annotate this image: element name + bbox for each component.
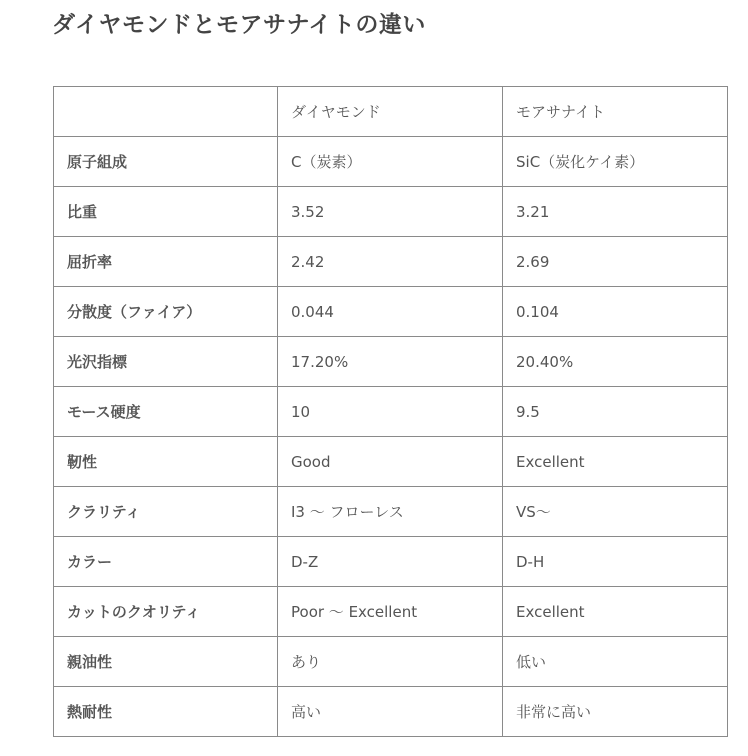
diamond-value: D-Z xyxy=(278,537,503,587)
table-row xyxy=(54,687,728,737)
table-row xyxy=(54,237,728,287)
diamond-value: C（炭素） xyxy=(278,137,503,187)
moissanite-value: 2.69 xyxy=(503,237,728,287)
moissanite-value: D-H xyxy=(503,537,728,587)
row-label: 屈折率 xyxy=(54,237,278,287)
diamond-value: 0.044 xyxy=(278,287,503,337)
diamond-value: Poor ～ Excellent xyxy=(278,587,503,637)
table-row xyxy=(54,637,728,687)
row-label: 靭性 xyxy=(54,437,278,487)
table-row xyxy=(54,137,728,187)
moissanite-value: 9.5 xyxy=(503,387,728,437)
moissanite-value: Excellent xyxy=(503,437,728,487)
diamond-value: I3 ～ フローレス xyxy=(278,487,503,537)
header-diamond: ダイヤモンド xyxy=(278,87,503,137)
row-label: カットのクオリティ xyxy=(54,587,278,637)
table-row xyxy=(54,337,728,387)
row-label: 光沢指標 xyxy=(54,337,278,387)
diamond-value: 10 xyxy=(278,387,503,437)
row-label: クラリティ xyxy=(54,487,278,537)
diamond-value: 2.42 xyxy=(278,237,503,287)
row-label: 比重 xyxy=(54,187,278,237)
row-label: 分散度（ファイア） xyxy=(54,287,278,337)
table-row xyxy=(54,587,728,637)
row-label: 親油性 xyxy=(54,637,278,687)
table-row xyxy=(54,387,728,437)
comparison-table xyxy=(53,86,728,737)
table-row xyxy=(54,437,728,487)
table-row xyxy=(54,537,728,587)
header-empty-cell xyxy=(54,87,278,137)
moissanite-value: VS～ xyxy=(503,487,728,537)
row-label: 原子組成 xyxy=(54,137,278,187)
diamond-value: あり xyxy=(278,637,503,687)
row-label: モース硬度 xyxy=(54,387,278,437)
diamond-value: 17.20% xyxy=(278,337,503,387)
diamond-value: 高い xyxy=(278,687,503,737)
moissanite-value: 非常に高い xyxy=(503,687,728,737)
moissanite-value: 20.40% xyxy=(503,337,728,387)
moissanite-value: 3.21 xyxy=(503,187,728,237)
table-row xyxy=(54,487,728,537)
row-label: カラー xyxy=(54,537,278,587)
header-moissanite: モアサナイト xyxy=(503,87,728,137)
table-row xyxy=(54,187,728,237)
diamond-value: Good xyxy=(278,437,503,487)
row-label: 熱耐性 xyxy=(54,687,278,737)
diamond-value: 3.52 xyxy=(278,187,503,237)
table-row xyxy=(54,287,728,337)
moissanite-value: 低い xyxy=(503,637,728,687)
moissanite-value: Excellent xyxy=(503,587,728,637)
table-header-row xyxy=(54,87,728,137)
page-title: ダイヤモンドとモアサナイトの違い xyxy=(52,12,426,38)
moissanite-value: 0.104 xyxy=(503,287,728,337)
moissanite-value: SiC（炭化ケイ素） xyxy=(503,137,728,187)
